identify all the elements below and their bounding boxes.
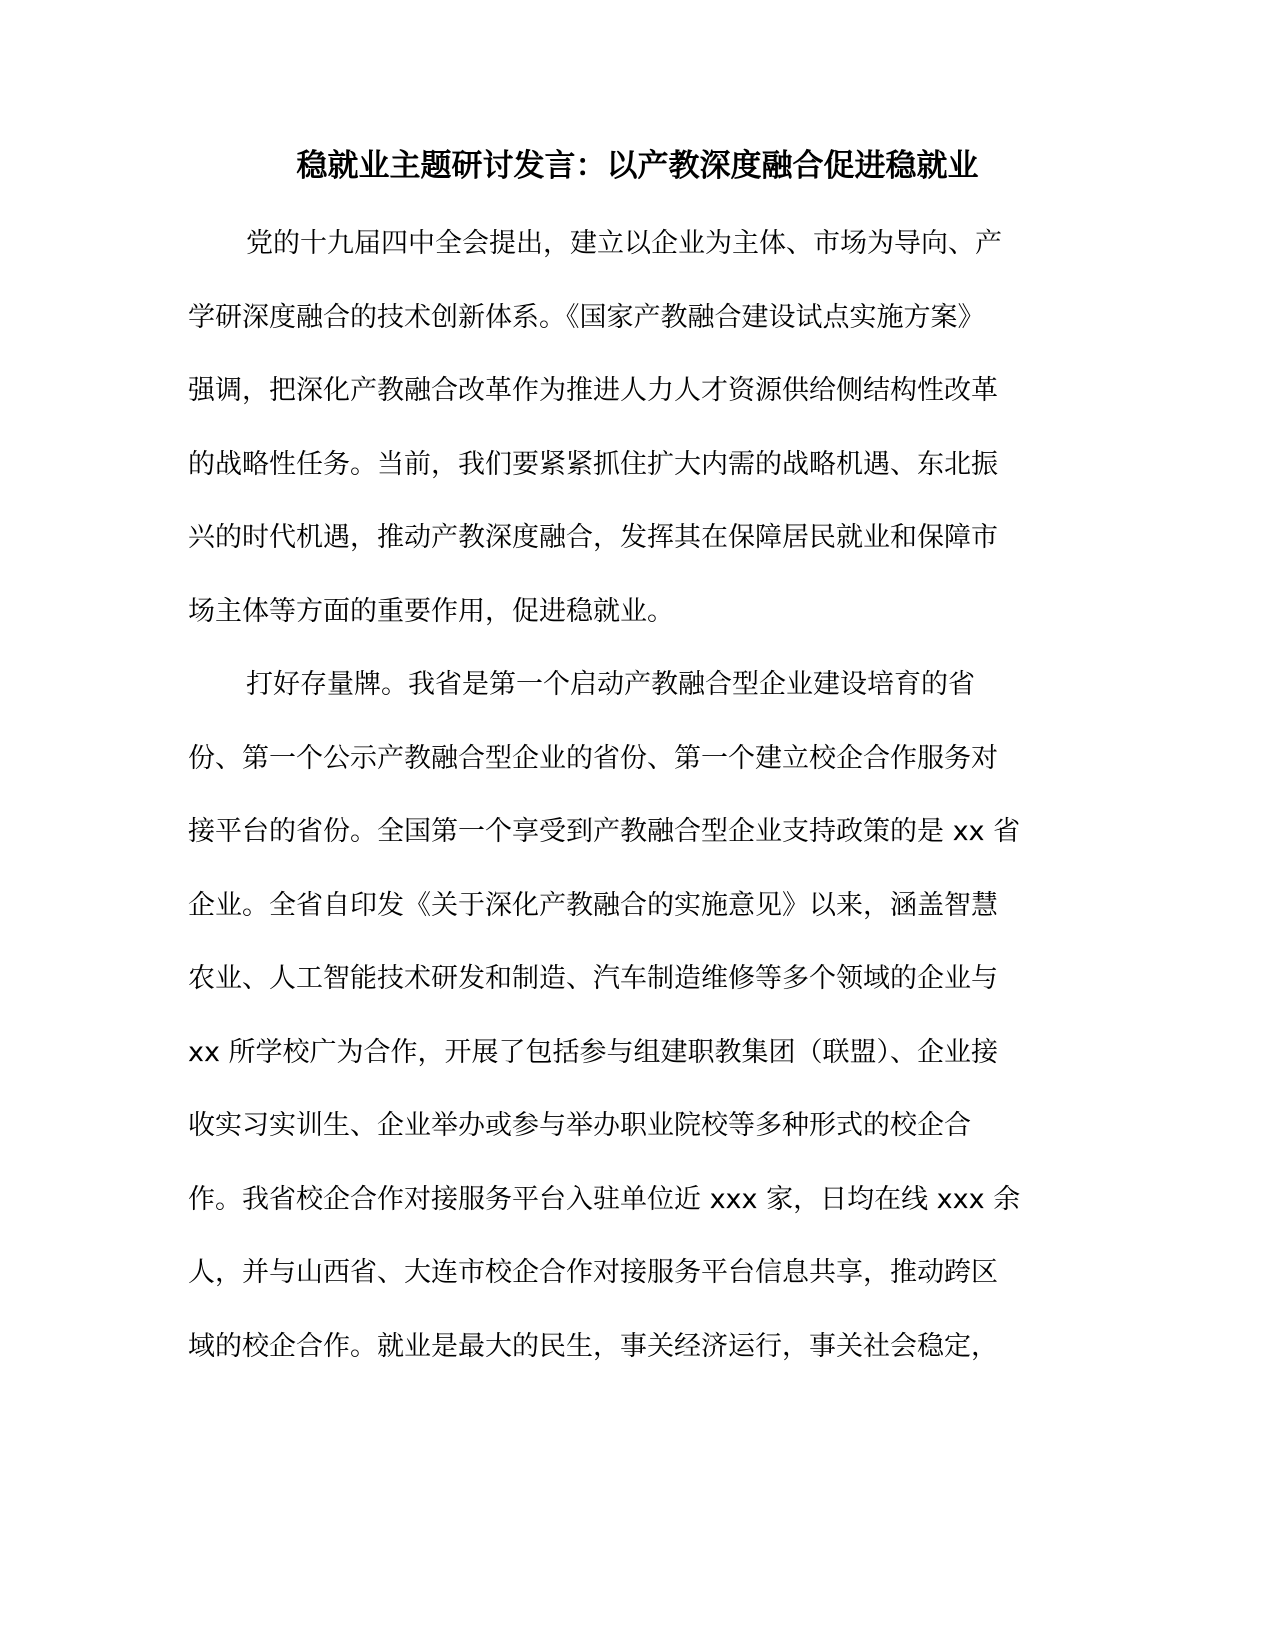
paragraph-1-line-2: 学研深度融合的技术创新体系。《国家产教融合建设试点实施方案》: [188, 302, 985, 333]
paragraph-2-line-2: 份、第一个公示产教融合型企业的省份、第一个建立校企合作服务对: [188, 743, 998, 774]
paragraph-2-line-4: 企业。全省自印发《关于深化产教融合的实施意见》以来，涵盖智慧: [188, 890, 998, 921]
paragraph-2-line-5: 农业、人工智能技术研发和制造、汽车制造维修等多个领域的企业与: [188, 963, 998, 994]
paragraph-1-line-6: 场主体等方面的重要作用，促进稳就业。: [188, 596, 674, 627]
paragraph-1-line-3: 强调，把深化产教融合改革作为推进人力人才资源供给侧结构性改革: [188, 375, 998, 406]
paragraph-2-line-9: 人，并与山西省、大连市校企合作对接服务平台信息共享，推动跨区: [188, 1257, 998, 1288]
paragraph-1-line-1: 党的十九届四中全会提出，建立以企业为主体、市场为导向、产: [246, 228, 1002, 259]
paragraph-2-line-6: xx 所学校广为合作，开展了包括参与组建职教集团（联盟）、企业接: [188, 1037, 999, 1068]
paragraph-2-line-1: 打好存量牌。我省是第一个启动产教融合型企业建设培育的省: [246, 669, 975, 700]
document-title: 稳就业主题研讨发言：以产教深度融合促进稳就业: [296, 148, 979, 184]
paragraph-2-line-8: 作。我省校企合作对接服务平台入驻单位近 xxx 家，日均在线 xxx 余: [188, 1184, 1021, 1215]
paragraph-2-line-10: 域的校企合作。就业是最大的民生，事关经济运行，事关社会稳定，: [188, 1331, 998, 1362]
paragraph-2-line-3: 接平台的省份。全国第一个享受到产教融合型企业支持政策的是 xx 省: [188, 816, 1021, 847]
paragraph-2-line-7: 收实习实训生、企业举办或参与举办职业院校等多种形式的校企合: [188, 1110, 971, 1141]
paragraph-1-line-4: 的战略性任务。当前，我们要紧紧抓住扩大内需的战略机遇、东北振: [188, 449, 998, 480]
paragraph-1-line-5: 兴的时代机遇，推动产教深度融合，发挥其在保障居民就业和保障市: [188, 522, 998, 553]
